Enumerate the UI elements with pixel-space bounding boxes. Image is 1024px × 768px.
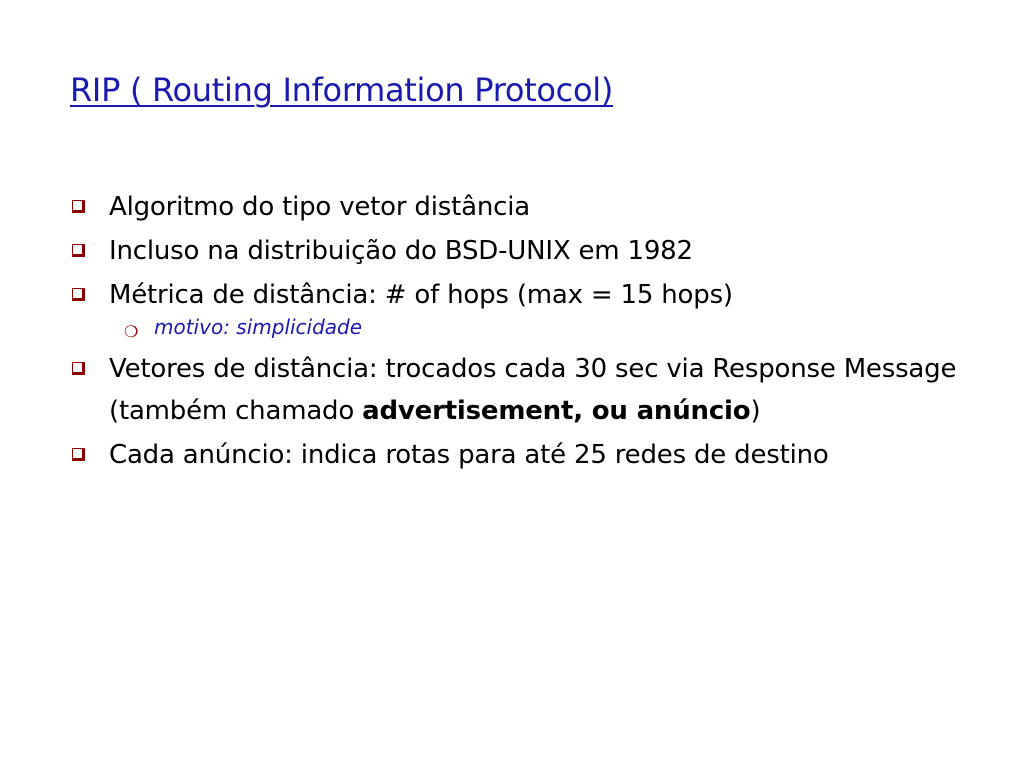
bullet-item	[72, 230, 972, 272]
bullet-text: Vetores de distância: trocados cada 30 sec via Response Message (também chamado	[109, 354, 957, 426]
hollow-square-bullet-icon	[72, 362, 85, 375]
bullet-item	[72, 348, 972, 432]
bullet-text: Algoritmo do tipo vetor distância	[109, 192, 530, 222]
bullet-item	[72, 274, 972, 316]
bullet-text: Incluso na distribuição do BSD-UNIX em 1982	[109, 236, 693, 266]
bullet-item	[72, 186, 972, 228]
bullet-text: Métrica de distância: # of hops (max = 15 hops)	[109, 280, 733, 310]
bullet-item	[72, 434, 972, 476]
sub-bullet-text: motivo: simplicidade	[154, 315, 363, 339]
hollow-square-bullet-icon	[72, 244, 85, 257]
hollow-square-bullet-icon	[72, 448, 85, 461]
bullet-text-tail: )	[750, 396, 761, 426]
hollow-square-bullet-icon	[72, 288, 85, 301]
hollow-square-bullet-icon	[72, 200, 85, 213]
open-circle-bullet-icon: ❍	[124, 322, 139, 341]
sub-bullet-item	[72, 314, 972, 340]
slide-title: RIP ( Routing Information Protocol)	[70, 71, 614, 109]
bullet-list	[72, 186, 972, 478]
bullet-bold-text: advertisement, ou anúncio	[362, 396, 751, 426]
bullet-text: Cada anúncio: indica rotas para até 25 redes de destino	[109, 440, 829, 470]
